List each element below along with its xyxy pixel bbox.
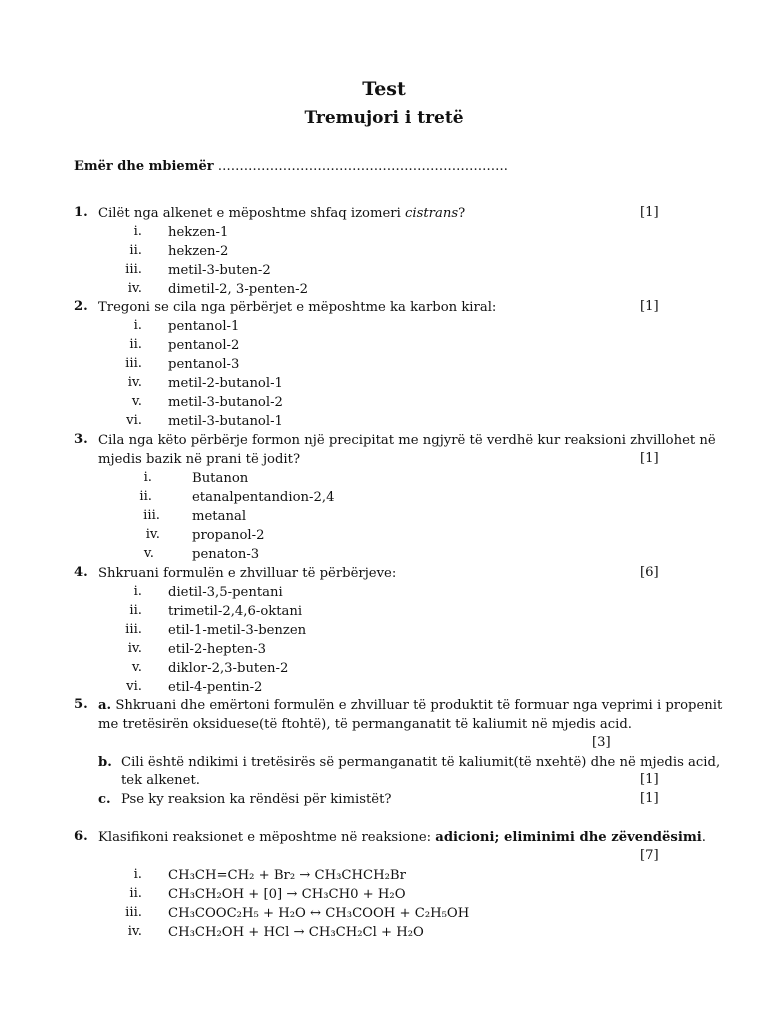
q2-text: Tregoni se cila nga përbërjet e mëposhtme ka karbon kiral: (98, 300, 497, 315)
q3-item-num: iii. (143, 508, 160, 523)
q2-item: metil-3-butanol-1 (168, 414, 283, 429)
q2-item-num: ii. (129, 337, 142, 352)
q4-item-num: iii. (125, 622, 142, 637)
q4-item: dietil-3,5-pentani (168, 585, 283, 600)
q5a-points: [3] (592, 735, 611, 750)
q5c-text: Pse ky reaksion ka rëndësi për kimistët? (121, 792, 392, 807)
name-label: Emër dhe mbiemër (74, 159, 214, 174)
q6-number: 6. (74, 829, 88, 844)
q5a-label: a. (98, 698, 112, 713)
q1-number: 1. (74, 205, 88, 220)
q3-text-line1: Cila nga këto përbërje formon një precipitat me ngjyrë të verdhë kur reaksioni zhvillohet në (98, 433, 716, 448)
q1-item-num: iv. (127, 281, 142, 296)
q2-item: metil-3-butanol-2 (168, 395, 283, 410)
q2-item: metil-2-butanol-1 (168, 376, 283, 391)
q2-item: pentanol-3 (168, 357, 240, 372)
q5c-label: c. (98, 792, 111, 807)
q1-item-num: iii. (125, 262, 142, 277)
q1-item-num: i. (133, 224, 142, 239)
q6-text-end: . (701, 830, 706, 845)
q5a-text1: Shkruani dhe emërtoni formulën e zhvilluar të produktit të formuar nga veprimi i propenit (111, 698, 723, 713)
q6-item-num: i. (133, 867, 142, 882)
q6-text-main: Klasifikoni reaksionet e mëposhtme në reaksione: (98, 830, 436, 845)
q6-item-num: iv. (127, 924, 142, 939)
q2-item-num: vi. (126, 413, 142, 428)
q5b-label: b. (98, 755, 112, 770)
q1-item: hekzen-1 (168, 225, 229, 240)
q4-item: etil-1-metil-3-benzen (168, 623, 307, 638)
q1-item-num: ii. (129, 243, 142, 258)
q1-text-c: ? (458, 206, 466, 221)
q3-item-num: v. (143, 546, 154, 561)
q5-number: 5. (74, 697, 88, 712)
q6-types: adicioni; eliminimi dhe zëvendësimi (435, 830, 702, 845)
q2-item-num: iii. (125, 356, 142, 371)
q2-item-num: i. (133, 318, 142, 333)
q3-item-num: iv. (145, 527, 160, 542)
q6-points: [7] (640, 848, 659, 863)
q6-text (98, 829, 706, 847)
q4-number: 4. (74, 565, 88, 580)
q3-item: Butanon (192, 471, 249, 486)
q3-item: metanal (192, 509, 247, 524)
q3-item-num: ii. (139, 489, 152, 504)
q4-text: Shkruani formulën e zhvilluar të përbërjeve: (98, 566, 397, 581)
q3-number: 3. (74, 432, 88, 447)
q1-item: metil-3-buten-2 (168, 263, 271, 278)
q4-item-num: i. (133, 584, 142, 599)
q1-text-b: cistrans (405, 206, 459, 221)
q4-item-num: iv. (127, 641, 142, 656)
q5b-points: [1] (640, 772, 659, 787)
q2-item-num: iv. (127, 375, 142, 390)
q3-points: [1] (640, 451, 659, 466)
page-subtitle: Tremujori i tretë (304, 108, 464, 128)
q4-points: [6] (640, 565, 659, 580)
q4-item: diklor-2,3-buten-2 (168, 661, 289, 676)
q5b-text-line1: Cili është ndikimi i tretësirës së permanganatit të kaliumit(të nxehtë) dhe në mjedis acid, (121, 755, 721, 770)
q1-item: dimetil-2, 3-penten-2 (168, 282, 308, 297)
q2-number: 2. (74, 299, 88, 314)
q3-item: propanol-2 (192, 528, 265, 543)
q5c-points: [1] (640, 791, 659, 806)
q3-item-num: i. (143, 470, 152, 485)
q3-item: etanalpentandion-2,4 (192, 490, 335, 505)
q6-reaction: CH₃CH=CH₂ + Br₂ → CH₃CHCH₂Br (168, 868, 406, 883)
name-line (74, 159, 508, 174)
q6-reaction: CH₃CH₂OH + [0] → CH₃CH0 + H₂O (168, 887, 406, 902)
q2-points: [1] (640, 299, 659, 314)
q6-reaction: CH₃CH₂OH + HCl → CH₃CH₂Cl + H₂O (168, 925, 424, 940)
q4-item-num: vi. (126, 679, 142, 694)
q2-item: pentanol-1 (168, 319, 240, 334)
q3-item: penaton-3 (192, 547, 260, 562)
q4-item: etil-2-hepten-3 (168, 642, 267, 657)
q6-item-num: iii. (125, 905, 142, 920)
q6-item-num: ii. (129, 886, 142, 901)
q6-reaction: CH₃COOC₂H₅ + H₂O ↔ CH₃COOH + C₂H₅OH (168, 906, 470, 921)
q1-item: hekzen-2 (168, 244, 229, 259)
q1-text-a: Cilët nga alkenet e mëposhtme shfaq izomeri (98, 206, 405, 221)
q5a-text-line2: me tretësirën oksiduese(të ftohtë), të permanganatit të kaliumit në mjedis acid. (98, 717, 632, 732)
q5b-text-line2: tek alkenet. (121, 773, 200, 788)
q2-item-num: v. (131, 394, 142, 409)
q1-points: [1] (640, 205, 659, 220)
name-dots: …………………………………………………………. (217, 159, 508, 174)
q1-text (98, 205, 465, 223)
q4-item-num: v. (131, 660, 142, 675)
q5a-text-line1 (98, 697, 722, 715)
q3-text-line2: mjedis bazik në prani të jodit? (98, 452, 301, 467)
q4-item-num: ii. (129, 603, 142, 618)
q4-item: trimetil-2,4,6-oktani (168, 604, 303, 619)
page-title: Test (362, 78, 406, 100)
q2-item: pentanol-2 (168, 338, 240, 353)
q4-item: etil-4-pentin-2 (168, 680, 263, 695)
